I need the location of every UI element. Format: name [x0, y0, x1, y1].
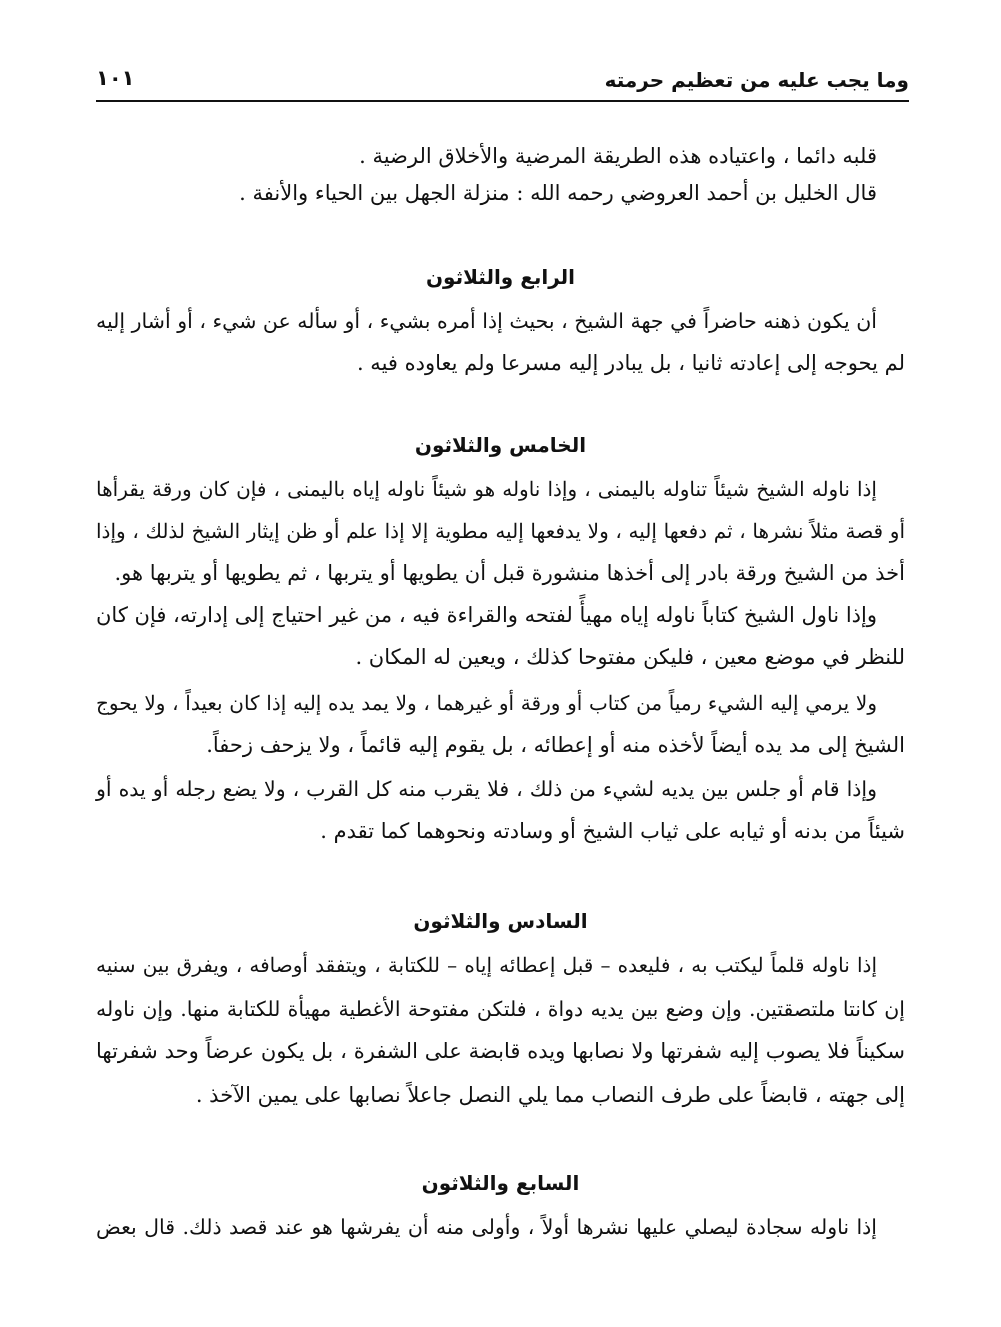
section-36-line-3: سكيناً فلا يصوب إليه شفرتها ولا نصابها ويده قابضة على الشفرة ، بل يكون عرضاً وحد شفرتها [96, 1039, 905, 1063]
intro-line-2: قال الخليل بن أحمد العروضي رحمه الله : منزلة الجهل بين الحياء والأنفة . [239, 181, 877, 205]
section-heading-36: السادس والثلاثون [413, 909, 588, 933]
section-35-line-5: للنظر في موضع معين ، فليكن مفتوحا كذلك ، ويعين له المكان . [355, 645, 905, 669]
section-35-line-2: أو قصة مثلاً نشرها ، ثم دفعها إليه ، ولا يدفعها إليه مطوية إلا إذا علم أو ظن إيثار الشيخ لذلك ، وإذا [96, 519, 905, 543]
header-rule [96, 100, 909, 102]
section-35-line-1: إذا ناوله الشيخ شيئاً تناوله باليمنى ، وإذا ناوله هو شيئاً ناوله إياه باليمنى ، فإن كان ورقة يقرأها [96, 477, 877, 501]
section-35-line-6: ولا يرمي إليه الشيء رمياً من كتاب أو ورقة أو غيرهما ، ولا يمد يده إليه إذا كان بعيداً ، ولا يحوج [96, 691, 877, 715]
section-34-line-2: لم يحوجه إلى إعادته ثانيا ، بل يبادر إليه مسرعا ولم يعاوده فيه . [356, 351, 905, 375]
section-35-line-9: شيئاً من بدنه أو ثيابه على ثياب الشيخ أو وسادته ونحوهما كما تقدم . [320, 819, 905, 843]
section-heading-35: الخامس والثلاثون [414, 433, 587, 457]
section-heading-34: الرابع والثلاثون [425, 265, 576, 289]
section-35-line-3: أخذ من الشيخ ورقة بادر إلى أخذها منشورة قبل أن يطويها أو يتربها ، ثم يطويها أو يتربها هو. [114, 561, 905, 585]
section-36-line-2: إن كانتا ملتصقتين. وإن وضع بين يديه دواة ، فلتكن مفتوحة الأغطية مهيأة للكتابة منها. وإن ناوله [96, 997, 905, 1021]
section-34-line-1: أن يكون ذهنه حاضراً في جهة الشيخ ، بحيث إذا أمره بشيء ، أو سأله عن شيء ، أو أشار إليه [96, 309, 877, 333]
page-header [96, 62, 909, 102]
section-35-line-8: وإذا قام أو جلس بين يديه لشيء من ذلك ، فلا يقرب منه كل القرب ، ولا يضع رجله أو يده أو [96, 777, 877, 801]
running-title: وما يجب عليه من تعظيم حرمته [604, 68, 909, 92]
section-36-line-4: إلى جهته ، قابضاً على طرف النصاب مما يلي النصل جاعلاً نصابها على يمين الآخذ . [195, 1083, 905, 1107]
section-35-line-4: وإذا ناول الشيخ كتاباً ناوله إياه مهيأً لفتحه والقراءة فيه ، من غير احتياج إلى إدارته، فإن كان [96, 603, 877, 627]
section-37-line-1: إذا ناوله سجادة ليصلي عليها نشرها أولاً ، وأولى منه أن يفرشها هو عند قصد ذلك. قال بعض [96, 1215, 877, 1239]
intro-line-1: قلبه دائما ، واعتياده هذه الطريقة المرضية والأخلاق الرضية . [359, 144, 877, 168]
page-number: ١٠١ [96, 66, 135, 90]
section-heading-37: السابع والثلاثون [421, 1171, 580, 1195]
section-35-line-7: الشيخ إلى مد يده أيضاً لأخذه منه أو إعطائه ، بل يقوم إليه قائماً ، ولا يزحف زحفاً. [206, 733, 905, 757]
section-36-line-1: إذا ناوله قلماً ليكتب به ، فليعده – قبل إعطائه إياه – للكتابة ، ويتفقد أوصافه ، ويفرق بين سنيه [96, 953, 877, 977]
